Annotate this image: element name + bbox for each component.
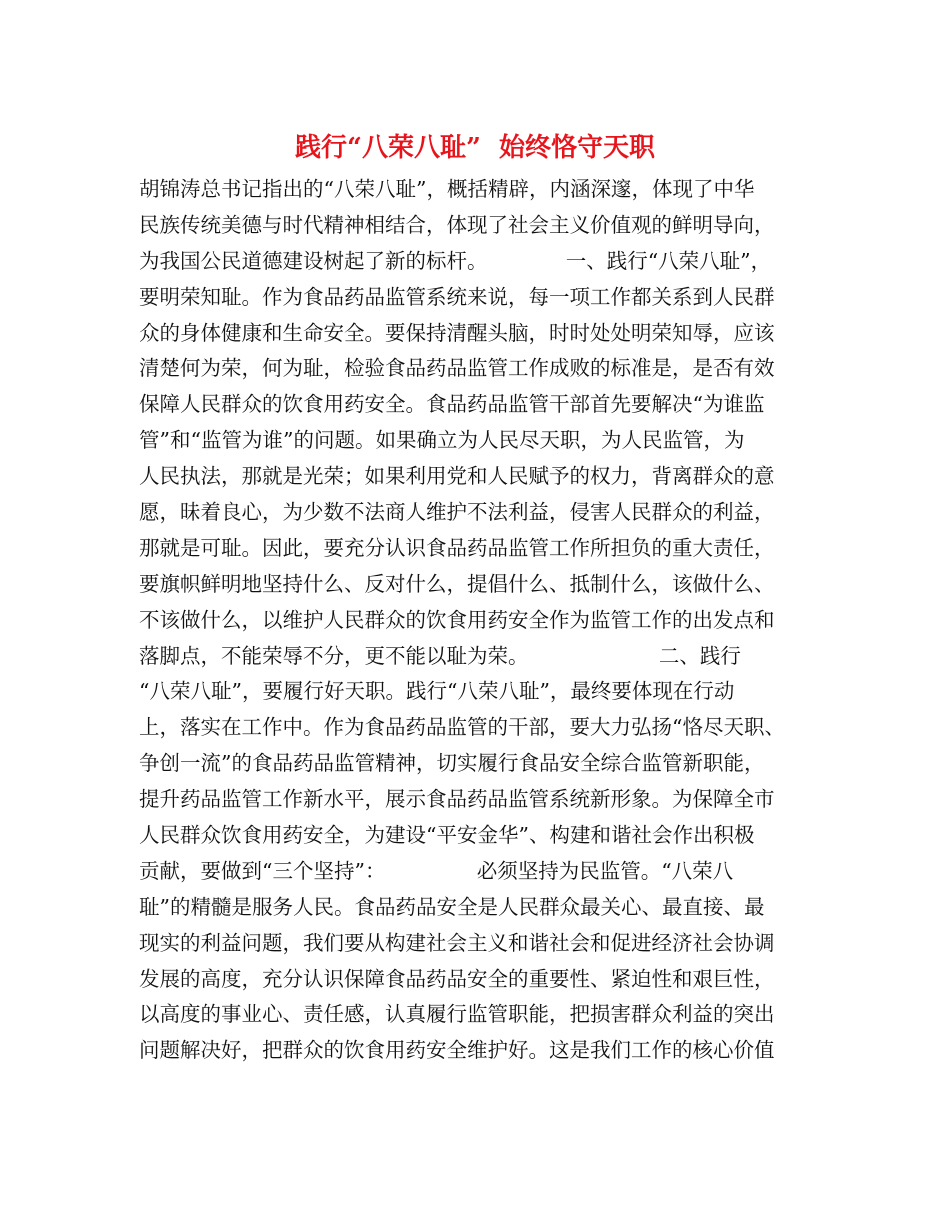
body-line: 提升药品监管工作新水平，展示食品药品监管系统新形象。为保障全市 (139, 787, 775, 812)
body-line: “八荣八耻”，要履行好天职。践行“八荣八耻”，最终要体现在行动 (139, 679, 735, 704)
body-line: 人民执法，那就是光荣；如果利用党和人民赋予的权力，背离群众的意 (139, 464, 775, 489)
body-line: 愿，昧着良心，为少数不法商人维护不法利益，侵害人民群众的利益， (139, 500, 775, 525)
body-line: 落脚点，不能荣辱不分，更不能以耻为荣。 二、践行 (139, 643, 741, 668)
body-line: 为我国公民道德建设树起了新的标杆。 一、践行“八荣八耻”， (139, 248, 772, 273)
body-line: 耻”的精髓是服务人民。食品药品安全是人民群众最关心、最直接、最 (139, 894, 765, 919)
document-title: 践行“八荣八耻” 始终恪守天职 (294, 133, 655, 163)
body-line: 清楚何为荣，何为耻，检验食品药品监管工作成败的标准是，是否有效 (139, 356, 775, 381)
body-line: 问题解决好，把群众的饮食用药安全维护好。这是我们工作的核心价值 (139, 1038, 775, 1063)
body-line: 发展的高度，充分认识保障食品药品安全的重要性、紧迫性和艰巨性， (139, 966, 775, 991)
body-line: 以高度的事业心、责任感，认真履行监管职能，把损害群众利益的突出 (139, 1002, 775, 1027)
body-line: 现实的利益问题，我们要从构建社会主义和谐社会和促进经济社会协调 (139, 930, 775, 955)
body-line: 上，落实在工作中。作为食品药品监管的干部，要大力弘扬“恪尽天职、 (139, 715, 785, 740)
body-line: 管”和“监管为谁”的问题。如果确立为人民尽天职，为人民监管，为 (139, 428, 745, 453)
body-line: 贡献，要做到“三个坚持”： 必须坚持为民监管。“八荣八 (139, 858, 734, 883)
body-line: 争创一流”的食品药品监管精神，切实履行食品安全综合监管新职能， (139, 751, 765, 776)
body-line: 众的身体健康和生命安全。要保持清醒头脑，时时处处明荣知辱，应该 (139, 320, 775, 345)
body-line: 保障人民群众的饮食用药安全。食品药品监管干部首先要解决“为谁监 (139, 392, 765, 417)
document-body (139, 172, 839, 1069)
body-line: 要旗帜鲜明地坚持什么、反对什么，提倡什么、抵制什么，该做什么、 (139, 571, 775, 596)
body-line: 要明荣知耻。作为食品药品监管系统来说，每一项工作都关系到人民群 (139, 284, 775, 309)
body-line: 不该做什么，以维护人民群众的饮食用药安全作为监管工作的出发点和 (139, 607, 775, 632)
body-line: 民族传统美德与时代精神相结合，体现了社会主义价值观的鲜明导向， (139, 212, 775, 237)
body-line: 胡锦涛总书记指出的“八荣八耻”，概括精辟，内涵深邃，体现了中华 (139, 177, 755, 201)
body-line: 那就是可耻。因此，要充分认识食品药品监管工作所担负的重大责任， (139, 535, 775, 560)
body-line: 人民群众饮食用药安全，为建设“平安金华”、构建和谐社会作出积极 (139, 823, 755, 848)
